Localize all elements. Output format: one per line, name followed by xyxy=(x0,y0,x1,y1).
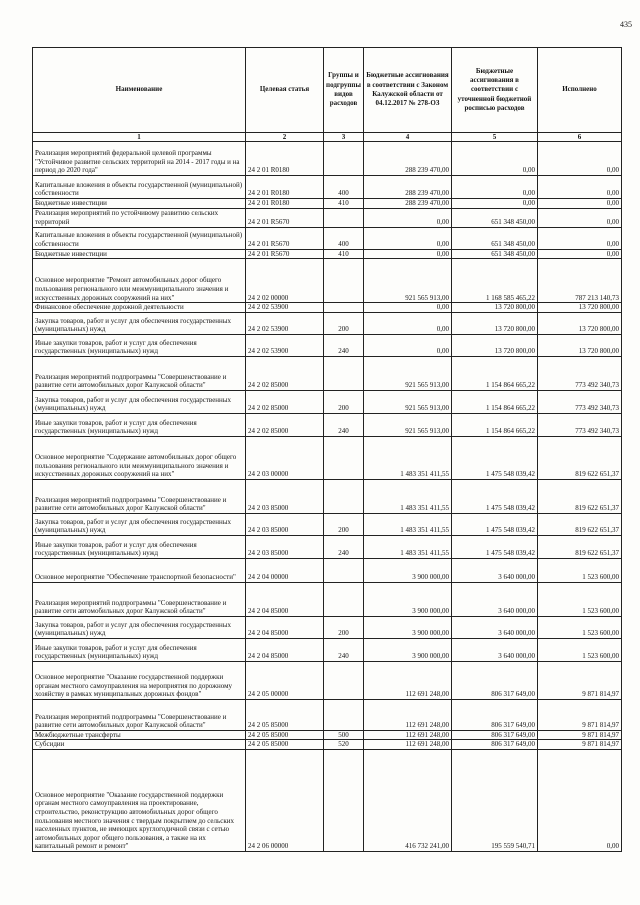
table-row xyxy=(33,390,622,413)
row-target-article: 24 2 03 00000 xyxy=(246,436,324,479)
row-target-article: 24 2 01 R5670 xyxy=(246,227,324,249)
column-number: 5 xyxy=(452,133,538,142)
row-name: Реализация мероприятий по устойчивому развитию сельских территорий xyxy=(33,208,246,227)
row-executed-amount: 773 492 340,73 xyxy=(538,390,622,413)
row-law-amount: 112 691 248,00 xyxy=(364,699,452,730)
table-row xyxy=(33,558,622,582)
row-name: Финансовое обеспечение дорожной деятельности xyxy=(33,303,246,313)
row-name: Бюджетные инвестиции xyxy=(33,249,246,259)
header-revised-allocations: Бюджетные ассигнования в соответствии с уточненной бюджетной росписью расходов xyxy=(452,48,538,133)
page-number: 435 xyxy=(620,20,632,29)
row-law-amount: 1 483 351 411,55 xyxy=(364,513,452,535)
row-executed-amount: 819 622 651,37 xyxy=(538,479,622,513)
row-target-article: 24 2 04 00000 xyxy=(246,558,324,582)
row-revised-amount: 3 640 000,00 xyxy=(452,638,538,661)
column-number: 6 xyxy=(538,133,622,142)
row-expense-group xyxy=(324,208,364,227)
column-number: 2 xyxy=(246,133,324,142)
row-name: Реализация мероприятий подпрограммы "Совершенствование и развитие сети автомобильных дорог Калужской области" xyxy=(33,356,246,390)
row-expense-group xyxy=(324,142,364,176)
row-revised-amount: 806 317 649,00 xyxy=(452,730,538,740)
row-executed-amount: 0,00 xyxy=(538,142,622,176)
row-target-article: 24 2 02 00000 xyxy=(246,259,324,303)
row-target-article: 24 2 03 85000 xyxy=(246,479,324,513)
row-expense-group: 410 xyxy=(324,199,364,209)
table-row xyxy=(33,259,622,303)
row-executed-amount: 0,00 xyxy=(538,749,622,851)
row-revised-amount: 3 640 000,00 xyxy=(452,616,538,638)
row-executed-amount: 787 213 140,73 xyxy=(538,259,622,303)
row-law-amount: 0,00 xyxy=(364,334,452,356)
row-revised-amount: 1 475 548 039,42 xyxy=(452,479,538,513)
row-expense-group: 400 xyxy=(324,227,364,249)
row-target-article: 24 2 01 R0180 xyxy=(246,199,324,209)
row-target-article: 24 2 01 R5670 xyxy=(246,249,324,259)
row-expense-group xyxy=(324,356,364,390)
row-expense-group xyxy=(324,699,364,730)
row-law-amount: 0,00 xyxy=(364,227,452,249)
row-executed-amount: 1 523 600,00 xyxy=(538,638,622,661)
row-name: Реализация мероприятий подпрограммы "Совершенствование и развитие сети автомобильных дорог Калужской области" xyxy=(33,479,246,513)
table-row xyxy=(33,740,622,750)
row-expense-group: 240 xyxy=(324,334,364,356)
row-name: Основное мероприятие "Обеспечение транспортной безопасности" xyxy=(33,558,246,582)
table-row xyxy=(33,303,622,313)
header-executed: Исполнено xyxy=(538,48,622,133)
row-law-amount: 0,00 xyxy=(364,312,452,334)
table-row xyxy=(33,312,622,334)
row-name: Закупка товаров, работ и услуг для обеспечения государственных (муниципальных) нужд xyxy=(33,390,246,413)
row-target-article: 24 2 02 53900 xyxy=(246,312,324,334)
row-target-article: 24 2 05 00000 xyxy=(246,661,324,699)
row-revised-amount: 806 317 649,00 xyxy=(452,740,538,750)
row-law-amount: 921 565 913,00 xyxy=(364,390,452,413)
row-expense-group: 500 xyxy=(324,730,364,740)
table-row xyxy=(33,176,622,199)
row-target-article: 24 2 06 00000 xyxy=(246,749,324,851)
row-revised-amount: 1 168 585 465,22 xyxy=(452,259,538,303)
row-law-amount: 112 691 248,00 xyxy=(364,740,452,750)
row-executed-amount: 13 720 800,00 xyxy=(538,312,622,334)
row-revised-amount: 651 348 450,00 xyxy=(452,208,538,227)
row-expense-group xyxy=(324,303,364,313)
row-expense-group: 200 xyxy=(324,616,364,638)
row-law-amount: 0,00 xyxy=(364,303,452,313)
row-name: Капитальные вложения в объекты государственной (муниципальной) собственности xyxy=(33,227,246,249)
row-law-amount: 112 691 248,00 xyxy=(364,661,452,699)
row-executed-amount: 1 523 600,00 xyxy=(538,582,622,616)
header-name: Наименование xyxy=(33,48,246,133)
row-law-amount: 112 691 248,00 xyxy=(364,730,452,740)
row-revised-amount: 806 317 649,00 xyxy=(452,661,538,699)
row-name: Иные закупки товаров, работ и услуг для обеспечения государственных (муниципальных) нужд xyxy=(33,535,246,558)
column-number: 4 xyxy=(364,133,452,142)
row-law-amount: 288 239 470,00 xyxy=(364,199,452,209)
header-law-allocations: Бюджетные ассигнования в соответствии с Законом Калужской области от 04.12.2017 № 278-ОЗ xyxy=(364,48,452,133)
table-row xyxy=(33,356,622,390)
row-name: Межбюджетные трансферты xyxy=(33,730,246,740)
column-number: 3 xyxy=(324,133,364,142)
row-expense-group xyxy=(324,479,364,513)
row-name: Реализация мероприятий подпрограммы "Совершенствование и развитие сети автомобильных дорог Калужской области" xyxy=(33,699,246,730)
row-target-article: 24 2 02 53900 xyxy=(246,334,324,356)
row-name: Иные закупки товаров, работ и услуг для обеспечения государственных (муниципальных) нужд xyxy=(33,638,246,661)
row-target-article: 24 2 05 85000 xyxy=(246,730,324,740)
row-name: Основное мероприятие "Ремонт автомобильных дорог общего пользования регионального или межмуниципального значения и искусственных дорожных сооружений на них" xyxy=(33,259,246,303)
row-target-article: 24 2 02 85000 xyxy=(246,413,324,436)
table-row xyxy=(33,730,622,740)
row-target-article: 24 2 02 85000 xyxy=(246,390,324,413)
row-executed-amount: 0,00 xyxy=(538,249,622,259)
table-row xyxy=(33,334,622,356)
row-name: Иные закупки товаров, работ и услуг для обеспечения государственных (муниципальных) нужд xyxy=(33,413,246,436)
header-target-article: Целевая статья xyxy=(246,48,324,133)
row-target-article: 24 2 01 R0180 xyxy=(246,176,324,199)
row-revised-amount: 1 475 548 039,42 xyxy=(452,436,538,479)
table-row xyxy=(33,479,622,513)
row-name: Реализация мероприятий федеральной целевой программы "Устойчивое развитие сельских территорий на 2014 - 2017 годы и на период до 2020 года" xyxy=(33,142,246,176)
row-target-article: 24 2 01 R0180 xyxy=(246,142,324,176)
row-executed-amount: 773 492 340,73 xyxy=(538,413,622,436)
table-row xyxy=(33,436,622,479)
row-law-amount: 921 565 913,00 xyxy=(364,356,452,390)
row-expense-group xyxy=(324,558,364,582)
row-executed-amount: 773 492 340,73 xyxy=(538,356,622,390)
row-executed-amount: 819 622 651,37 xyxy=(538,535,622,558)
row-law-amount: 0,00 xyxy=(364,249,452,259)
row-name: Основное мероприятие "Содержание автомобильных дорог общего пользования регионального или межмуниципального значения и искусственных дорожных сооружений на них" xyxy=(33,436,246,479)
row-revised-amount: 0,00 xyxy=(452,142,538,176)
row-revised-amount: 13 720 800,00 xyxy=(452,334,538,356)
table-row xyxy=(33,249,622,259)
row-law-amount: 3 900 000,00 xyxy=(364,558,452,582)
table-row xyxy=(33,749,622,851)
row-expense-group: 200 xyxy=(324,390,364,413)
row-executed-amount: 9 871 814,97 xyxy=(538,699,622,730)
row-executed-amount: 9 871 814,97 xyxy=(538,730,622,740)
table-row xyxy=(33,208,622,227)
table-row xyxy=(33,199,622,209)
row-target-article: 24 2 03 85000 xyxy=(246,535,324,558)
row-target-article: 24 2 01 R5670 xyxy=(246,208,324,227)
table-row xyxy=(33,513,622,535)
row-target-article: 24 2 04 85000 xyxy=(246,638,324,661)
table-row xyxy=(33,638,622,661)
row-law-amount: 1 483 351 411,55 xyxy=(364,479,452,513)
row-revised-amount: 3 640 000,00 xyxy=(452,558,538,582)
row-expense-group: 410 xyxy=(324,249,364,259)
row-revised-amount: 1 154 864 665,22 xyxy=(452,390,538,413)
row-law-amount: 288 239 470,00 xyxy=(364,176,452,199)
row-expense-group: 400 xyxy=(324,176,364,199)
table-row xyxy=(33,142,622,176)
row-expense-group: 240 xyxy=(324,638,364,661)
row-target-article: 24 2 04 85000 xyxy=(246,582,324,616)
row-law-amount: 3 900 000,00 xyxy=(364,616,452,638)
row-revised-amount: 1 154 864 665,22 xyxy=(452,356,538,390)
row-revised-amount: 651 348 450,00 xyxy=(452,227,538,249)
row-revised-amount: 13 720 800,00 xyxy=(452,303,538,313)
budget-execution-table xyxy=(32,47,622,852)
row-executed-amount: 13 720 800,00 xyxy=(538,334,622,356)
column-number-row xyxy=(33,133,622,142)
row-law-amount: 3 900 000,00 xyxy=(364,638,452,661)
row-name: Иные закупки товаров, работ и услуг для обеспечения государственных (муниципальных) нужд xyxy=(33,334,246,356)
row-name: Закупка товаров, работ и услуг для обеспечения государственных (муниципальных) нужд xyxy=(33,616,246,638)
row-executed-amount: 1 523 600,00 xyxy=(538,558,622,582)
row-name: Бюджетные инвестиции xyxy=(33,199,246,209)
header-expense-group: Группы и подгруппы видов расходов xyxy=(324,48,364,133)
row-executed-amount: 0,00 xyxy=(538,199,622,209)
row-executed-amount: 13 720 800,00 xyxy=(538,303,622,313)
row-revised-amount: 1 154 864 665,22 xyxy=(452,413,538,436)
row-law-amount: 416 732 241,00 xyxy=(364,749,452,851)
row-law-amount: 1 483 351 411,55 xyxy=(364,436,452,479)
table-row xyxy=(33,661,622,699)
table-row xyxy=(33,582,622,616)
row-executed-amount: 819 622 651,37 xyxy=(538,513,622,535)
row-expense-group xyxy=(324,436,364,479)
row-executed-amount: 9 871 814,97 xyxy=(538,740,622,750)
row-expense-group: 200 xyxy=(324,312,364,334)
row-target-article: 24 2 04 85000 xyxy=(246,616,324,638)
row-revised-amount: 651 348 450,00 xyxy=(452,249,538,259)
row-revised-amount: 806 317 649,00 xyxy=(452,699,538,730)
row-expense-group: 200 xyxy=(324,513,364,535)
row-revised-amount: 195 559 540,71 xyxy=(452,749,538,851)
row-revised-amount: 1 475 548 039,42 xyxy=(452,535,538,558)
row-executed-amount: 0,00 xyxy=(538,208,622,227)
row-target-article: 24 2 05 85000 xyxy=(246,740,324,750)
row-name: Закупка товаров, работ и услуг для обеспечения государственных (муниципальных) нужд xyxy=(33,513,246,535)
table-row xyxy=(33,616,622,638)
row-expense-group xyxy=(324,749,364,851)
row-revised-amount: 0,00 xyxy=(452,176,538,199)
row-law-amount: 0,00 xyxy=(364,208,452,227)
row-executed-amount: 819 622 651,37 xyxy=(538,436,622,479)
row-target-article: 24 2 02 85000 xyxy=(246,356,324,390)
row-law-amount: 921 565 913,00 xyxy=(364,259,452,303)
row-law-amount: 3 900 000,00 xyxy=(364,582,452,616)
row-executed-amount: 0,00 xyxy=(538,227,622,249)
row-name: Основное мероприятие "Оказание государственной поддержки органам местного самоуправления на проектирование, строительство, реконструкцию автомобильных дорог общего пользования местного значения с твердым покрытием до сельских населенных пунктов, не имеющих круглогодичной связи с сетью автомобильных дорог общего пользования, а также на их капитальный ремонт и ремонт" xyxy=(33,749,246,851)
row-executed-amount: 9 871 814,97 xyxy=(538,661,622,699)
row-expense-group xyxy=(324,582,364,616)
row-target-article: 24 2 03 85000 xyxy=(246,513,324,535)
column-number: 1 xyxy=(33,133,246,142)
row-name: Реализация мероприятий подпрограммы "Совершенствование и развитие сети автомобильных дорог Калужской области" xyxy=(33,582,246,616)
row-name: Основное мероприятие "Оказание государственной поддержки органам местного самоуправления на мероприятия по дорожному хозяйству в рамках муниципальных дорожных фондов" xyxy=(33,661,246,699)
header-row xyxy=(33,48,622,133)
row-expense-group: 520 xyxy=(324,740,364,750)
row-target-article: 24 2 02 53900 xyxy=(246,303,324,313)
row-revised-amount: 13 720 800,00 xyxy=(452,312,538,334)
row-law-amount: 921 565 913,00 xyxy=(364,413,452,436)
row-revised-amount: 3 640 000,00 xyxy=(452,582,538,616)
row-revised-amount: 1 475 548 039,42 xyxy=(452,513,538,535)
table-row xyxy=(33,413,622,436)
row-revised-amount: 0,00 xyxy=(452,199,538,209)
row-name: Субсидии xyxy=(33,740,246,750)
row-expense-group: 240 xyxy=(324,535,364,558)
table-row xyxy=(33,535,622,558)
row-law-amount: 288 239 470,00 xyxy=(364,142,452,176)
row-expense-group: 240 xyxy=(324,413,364,436)
row-executed-amount: 1 523 600,00 xyxy=(538,616,622,638)
row-name: Закупка товаров, работ и услуг для обеспечения государственных (муниципальных) нужд xyxy=(33,312,246,334)
row-target-article: 24 2 05 85000 xyxy=(246,699,324,730)
row-expense-group xyxy=(324,259,364,303)
row-name: Капитальные вложения в объекты государственной (муниципальной) собственности xyxy=(33,176,246,199)
table-row xyxy=(33,699,622,730)
row-executed-amount: 0,00 xyxy=(538,176,622,199)
row-law-amount: 1 483 351 411,55 xyxy=(364,535,452,558)
table-row xyxy=(33,227,622,249)
row-expense-group xyxy=(324,661,364,699)
